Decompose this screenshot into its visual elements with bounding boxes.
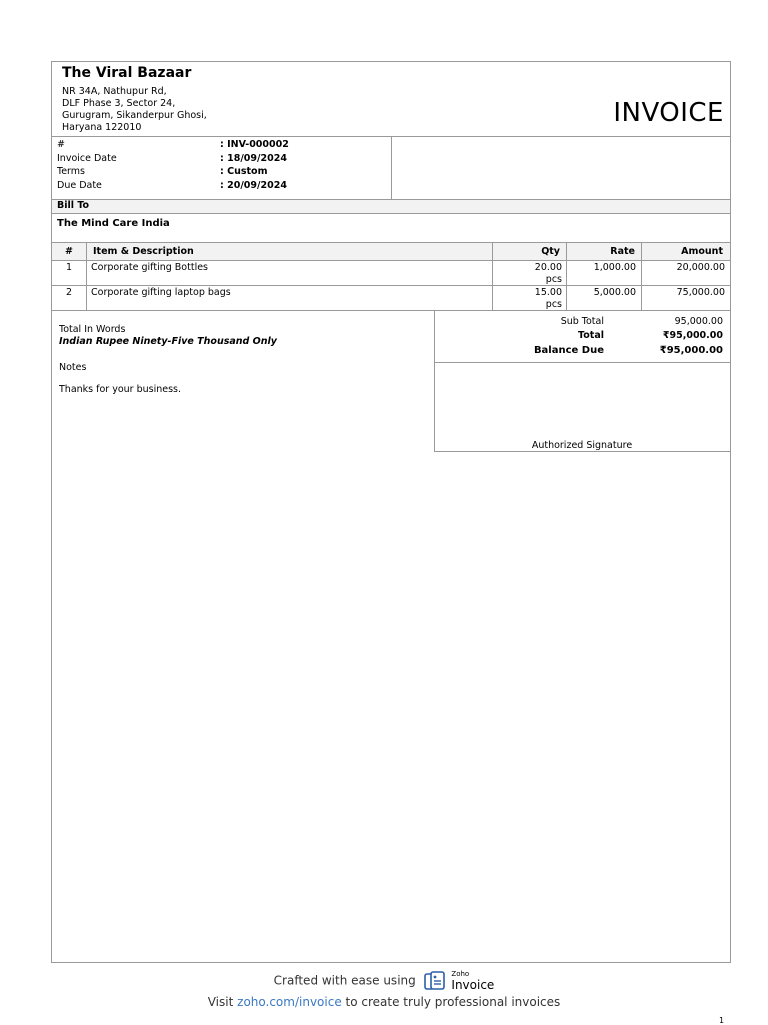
invoice-number: : INV-000002 [220, 139, 289, 150]
row-2-qty [492, 287, 562, 310]
zoho-invoice-link[interactable]: zoho.com/invoice [237, 995, 342, 1009]
total-in-words: Indian Rupee Ninety-Five Thousand Only [59, 336, 277, 347]
invoice-terms: : Custom [220, 166, 268, 177]
row-2-number: 2 [65, 287, 73, 298]
footer-crafted-text: Crafted with ease using [273, 973, 416, 988]
row-1-number: 1 [65, 262, 73, 273]
footer-rest-text: to create truly professional invoices [345, 995, 561, 1009]
footer-crafted [0, 970, 768, 992]
row-2-item: Corporate gifting laptop bags [91, 287, 231, 298]
meta-label-number: # [57, 139, 65, 150]
row-2-amount: 75,000.00 [676, 287, 725, 298]
meta-label-due: Due Date [57, 179, 102, 191]
balance-due-label: Balance Due [533, 345, 604, 356]
meta-values [220, 138, 289, 192]
col-header-number: # [65, 246, 73, 257]
row-1-rate: 1,000.00 [593, 262, 636, 273]
row-2-qty-unit: pcs [545, 298, 562, 310]
zoho-invoice-logo [424, 970, 495, 992]
brand-name: Invoice [451, 978, 495, 992]
total-label: Total [578, 330, 604, 341]
row-1-item: Corporate gifting Bottles [91, 262, 209, 273]
company-name: The Viral Bazaar [62, 65, 192, 81]
row-1-qty-unit: pcs [545, 273, 562, 285]
balance-due-value: ₹95,000.00 [659, 345, 723, 356]
footer-visit-text: Visit [207, 995, 234, 1009]
company-address [62, 86, 207, 134]
address-line: Haryana 122010 [62, 122, 142, 133]
invoice-date: : 18/09/2024 [220, 152, 287, 164]
notes-label: Notes [59, 362, 87, 373]
authorized-signature: Authorized Signature [531, 440, 633, 451]
page-number: 1 [719, 1016, 725, 1025]
bill-to-name: The Mind Care India [57, 218, 170, 229]
col-header-item: Item & Description [93, 246, 194, 257]
total-value: ₹95,000.00 [662, 330, 723, 341]
sub-total-value: 95,000.00 [674, 316, 723, 327]
sub-total-label: Sub Total [560, 316, 604, 327]
col-header-rate: Rate [610, 246, 635, 257]
row-1-qty [492, 262, 562, 285]
total-in-words-label: Total In Words [59, 324, 126, 335]
address-line: Gurugram, Sikanderpur Ghosi, [62, 110, 207, 121]
meta-label-date: Invoice Date [57, 152, 117, 164]
row-1-qty-value: 20.00 [534, 262, 562, 273]
row-2-qty-value: 15.00 [534, 287, 562, 298]
invoice-title: INVOICE [613, 98, 724, 128]
meta-labels [57, 138, 117, 192]
meta-label-terms: Terms [57, 166, 85, 177]
invoice-logo-icon [424, 971, 446, 991]
brand-small: Zoho [451, 970, 470, 978]
address-line: NR 34A, Nathupur Rd, [62, 86, 167, 97]
address-line: DLF Phase 3, Sector 24, [62, 98, 176, 109]
notes-text: Thanks for your business. [59, 384, 182, 395]
row-1-amount: 20,000.00 [676, 262, 725, 273]
footer-visit [0, 995, 768, 1009]
col-header-qty: Qty [541, 246, 560, 257]
due-date: : 20/09/2024 [220, 179, 287, 191]
row-2-rate: 5,000.00 [593, 287, 636, 298]
bill-to-label: Bill To [57, 200, 90, 211]
col-header-amount: Amount [681, 246, 723, 257]
